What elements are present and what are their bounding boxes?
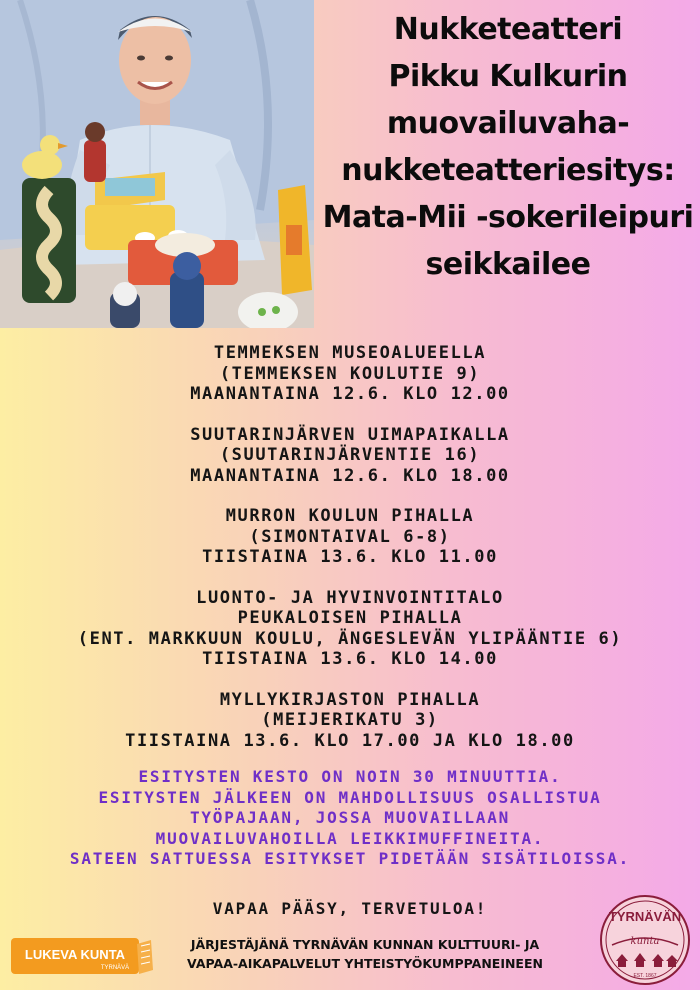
venue-time: MAANANTAINA 12.6. KLO 12.00 <box>190 384 510 404</box>
note-line: SATEEN SATTUESSA ESITYKSET PIDETÄÄN SISÄTILOISSA. <box>69 849 631 868</box>
venue-address: (SUUTARINJÄRVENTIE 16) <box>219 445 481 465</box>
title-line: Pikku Kulkurin <box>388 59 628 94</box>
venue-name: MURRON KOULUN PIHALLA <box>225 506 475 526</box>
venue-name: TEMMEKSEN MUSEOALUEELLA <box>213 343 487 363</box>
venue-list <box>0 343 700 771</box>
organizer-line: JÄRJESTÄJÄNÄ TYRNÄVÄN KUNNAN KULTTUURI- JA <box>190 937 540 952</box>
title-line: Nukketeatteri <box>393 12 623 47</box>
title-line: nukketeatteriesitys: <box>341 153 675 188</box>
venue-address: (SIMONTAIVAL 6-8) <box>249 526 451 547</box>
venue-address: (TEMMEKSEN KOULUTIE 9) <box>219 363 481 384</box>
note-line: ESITYSTEN KESTO ON NOIN 30 MINUUTTIA. <box>138 767 562 786</box>
venue-murto <box>0 506 700 568</box>
seal-name: TYRNÄVÄN <box>608 909 682 924</box>
tyrnava-kunta-seal <box>598 893 692 987</box>
note-line: ESITYSTEN JÄLKEEN ON MAHDOLLISUUS OSALLISTUA <box>98 787 602 807</box>
free-entry: VAPAA PÄÄSY, TERVETULOA! <box>212 899 488 918</box>
lukeva-kunta-logo <box>11 936 154 976</box>
venue-time: TIISTAINA 13.6. KLO 17.00 JA KLO 18.00 <box>125 730 575 751</box>
seal-word: kunta <box>630 936 660 947</box>
venue-time: TIISTAINA 13.6. KLO 11.00 <box>202 547 498 567</box>
poster-title <box>318 6 698 288</box>
venue-suutarinjarvi <box>0 425 700 487</box>
venue-name: LUONTO- JA HYVINVOINTITALO <box>196 587 504 608</box>
venue-name: MYLLYKIRJASTON PIHALLA <box>219 689 481 710</box>
lukeva-sub-text: TYRNÄVÄ <box>100 965 130 971</box>
seal-est: EST. 1867 <box>633 973 657 979</box>
venue-temmes <box>0 343 700 405</box>
event-notes <box>0 767 700 870</box>
title-line: Mata-Mii -sokerileipuri <box>322 200 694 235</box>
title-line: seikkailee <box>425 247 591 282</box>
venue-time: MAANANTAINA 12.6. KLO 18.00 <box>190 465 510 486</box>
note-line: TYÖPAJAAN, JOSSA MUOVAILLAAN <box>189 808 511 827</box>
venue-peukaloinen <box>0 588 700 670</box>
venue-address: (MEIJERIKATU 3) <box>261 710 439 730</box>
venue-address: (ENT. MARKKUUN KOULU, ÄNGESLEVÄN YLIPÄÄNTIE 6) <box>77 628 623 649</box>
venue-time: TIISTAINA 13.6. KLO 14.00 <box>202 649 498 669</box>
title-line: muovailuvaha- <box>386 106 630 141</box>
organizer <box>170 935 560 973</box>
venue-name: SUUTARINJÄRVEN UIMAPAIKALLA <box>190 424 510 445</box>
lukeva-main-text: LUKEVA KUNTA <box>24 947 126 962</box>
venue-name-cont: PEUKALOISEN PIHALLA <box>237 608 463 628</box>
note-line: MUOVAILUVAHOILLA LEIKKIMUFFINEITA. <box>155 828 545 848</box>
organizer-line: VAPAA-AIKAPALVELUT YHTEISTYÖKUMPPANEINEEN <box>187 956 543 971</box>
venue-myllykirjasto <box>0 690 700 752</box>
puppet-show-illustration <box>0 0 314 328</box>
puppet-show-photo <box>0 0 314 328</box>
